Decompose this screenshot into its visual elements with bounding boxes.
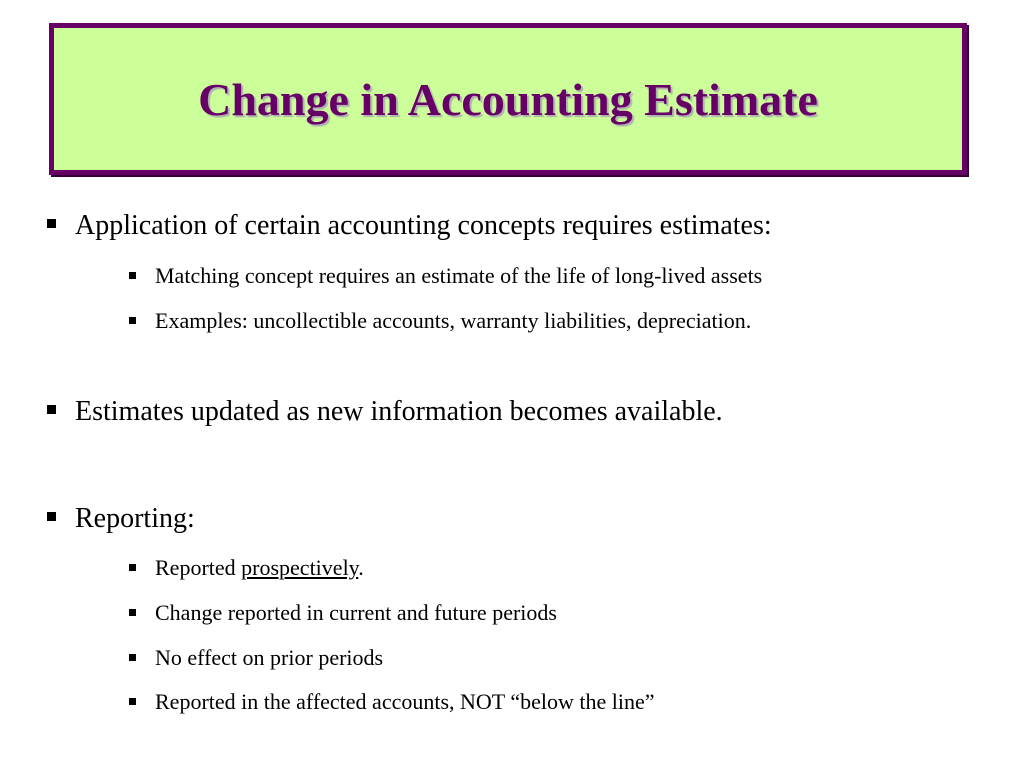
- sub-bullet-prefix: Reported: [155, 555, 242, 580]
- emphasis-underlined: prospectively: [241, 555, 359, 580]
- sub-bullet-item: [129, 263, 762, 289]
- square-bullet-icon: [129, 564, 136, 571]
- sub-bullet-text: Change reported in current and future periods: [155, 600, 557, 625]
- slide-title: Change in Accounting Estimate: [198, 73, 818, 125]
- sub-bullet-item: [129, 645, 383, 671]
- title-box: [49, 23, 967, 175]
- bullet-text: Application of certain accounting concepts requires estimates:: [75, 210, 772, 241]
- sub-bullet-text: [155, 555, 364, 581]
- sub-bullet-text: No effect on prior periods: [155, 645, 384, 670]
- square-bullet-icon: [47, 219, 56, 228]
- bullet-item: [47, 210, 772, 242]
- bullet-item: [47, 396, 723, 428]
- sub-bullet-item: [129, 600, 557, 626]
- square-bullet-icon: [47, 512, 56, 521]
- sub-bullet-item: [129, 689, 655, 715]
- sub-bullet-text: Examples: uncollectible accounts, warranty liabilities, depreciation.: [155, 308, 752, 333]
- sub-bullet-item: [129, 555, 364, 581]
- sub-bullet-text: Reported in the affected accounts, NOT “below the line”: [155, 689, 655, 714]
- square-bullet-icon: [47, 405, 56, 414]
- bullet-text: Estimates updated as new information becomes available.: [75, 396, 723, 427]
- square-bullet-icon: [129, 317, 136, 324]
- square-bullet-icon: [129, 272, 136, 279]
- square-bullet-icon: [129, 698, 136, 705]
- sub-bullet-text: Matching concept requires an estimate of the life of long-lived assets: [155, 263, 763, 288]
- bullet-item: [47, 503, 195, 535]
- bullet-text: Reporting:: [75, 503, 195, 534]
- sub-bullet-item: [129, 308, 751, 334]
- square-bullet-icon: [129, 654, 136, 661]
- sub-bullet-suffix: .: [358, 555, 364, 580]
- square-bullet-icon: [129, 609, 136, 616]
